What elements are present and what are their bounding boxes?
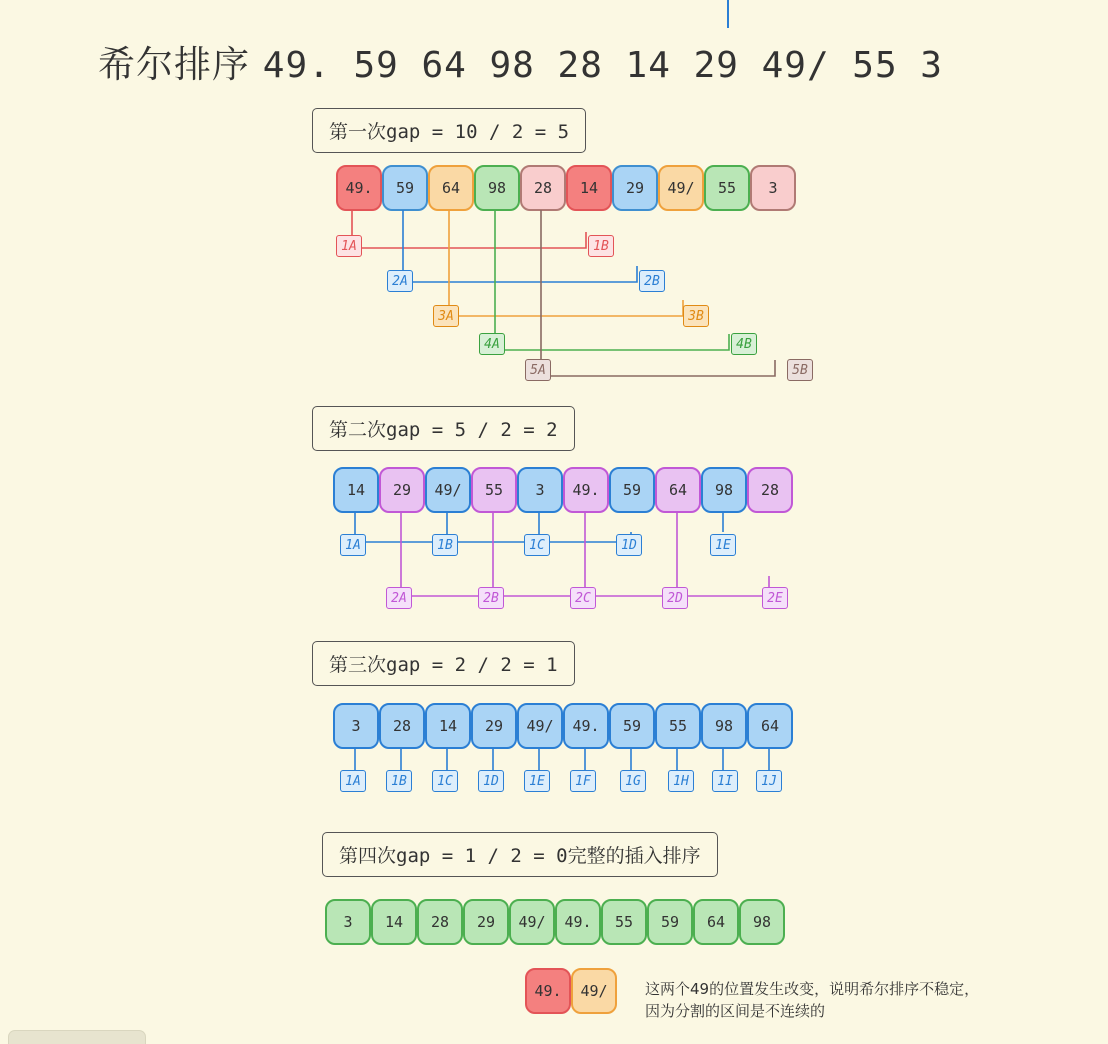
connector-tag: 1A xyxy=(340,770,366,792)
array-cell: 14 xyxy=(566,165,612,211)
array-cell: 98 xyxy=(474,165,520,211)
connector-tag: 1F xyxy=(570,770,596,792)
array-cell: 14 xyxy=(425,703,471,749)
connector-tag: 1C xyxy=(432,770,458,792)
array-cell: 64 xyxy=(655,467,701,513)
array-cell: 64 xyxy=(428,165,474,211)
instability-note-line-2: 因为分割的区间是不连续的 xyxy=(645,1002,826,1020)
connector-tag: 4B xyxy=(731,333,757,355)
connector-tag: 2B xyxy=(639,270,665,292)
array-cell: 49. xyxy=(563,467,609,513)
gap-label-pass-2 xyxy=(312,406,575,451)
connector-tag: 2E xyxy=(762,587,788,609)
gap-label-pass-1-cn: 第一次 xyxy=(329,121,387,143)
gap-label-pass-1 xyxy=(312,108,586,153)
array-cell: 49. xyxy=(336,165,382,211)
array-cell: 64 xyxy=(693,899,739,945)
gap-label-pass-2-cn: 第二次 xyxy=(329,419,387,441)
page-title xyxy=(98,34,943,88)
array-cell: 3 xyxy=(750,165,796,211)
connector-tag: 5A xyxy=(525,359,551,381)
connector-tag: 3B xyxy=(683,305,709,327)
gap-label-pass-3-cn: 第三次 xyxy=(329,654,387,676)
array-cell: 3 xyxy=(517,467,563,513)
gap-label-pass-4-cn2: 完整的插入排序 xyxy=(567,845,701,867)
connector-tag: 2D xyxy=(662,587,688,609)
array-cell: 49/ xyxy=(517,703,563,749)
array-cell: 55 xyxy=(655,703,701,749)
gap-label-pass-3-mono: gap = 2 / 2 = 1 xyxy=(386,654,558,676)
array-cell: 28 xyxy=(747,467,793,513)
array-cell: 49. xyxy=(563,703,609,749)
gap-label-pass-4-cn: 第四次 xyxy=(339,845,397,867)
connector-tag: 2B xyxy=(478,587,504,609)
connector-tag: 1H xyxy=(668,770,694,792)
array-cell: 59 xyxy=(382,165,428,211)
array-cell: 29 xyxy=(463,899,509,945)
array-cell: 29 xyxy=(471,703,517,749)
text-cursor xyxy=(727,0,729,28)
connector-tag: 1A xyxy=(340,534,366,556)
array-cell: 28 xyxy=(417,899,463,945)
connector-tag: 1B xyxy=(432,534,458,556)
gap-label-pass-4 xyxy=(322,832,718,877)
array-cell: 3 xyxy=(325,899,371,945)
footer-cell: 49. xyxy=(525,968,571,1014)
array-cell: 64 xyxy=(747,703,793,749)
array-cell: 55 xyxy=(704,165,750,211)
array-cell: 29 xyxy=(379,467,425,513)
array-cell: 49/ xyxy=(425,467,471,513)
connector-tag: 3A xyxy=(433,305,459,327)
array-cell: 29 xyxy=(612,165,658,211)
connector-tag: 4A xyxy=(479,333,505,355)
array-cell: 98 xyxy=(701,703,747,749)
array-cell: 14 xyxy=(333,467,379,513)
instability-note-line-1: 这两个49的位置发生改变，说明希尔排序不稳定， xyxy=(645,980,980,998)
connector-tag: 1B xyxy=(588,235,614,257)
page-title-sequence: 49. 59 64 98 28 14 29 49/ 55 3 xyxy=(262,45,943,86)
instability-note xyxy=(645,978,979,1022)
array-cell: 59 xyxy=(609,467,655,513)
array-cell: 59 xyxy=(647,899,693,945)
gap-label-pass-1-mono: gap = 10 / 2 = 5 xyxy=(386,121,570,143)
footer-cell: 49/ xyxy=(571,968,617,1014)
connector-tag: 1D xyxy=(478,770,504,792)
array-cell: 98 xyxy=(701,467,747,513)
connector-tag: 1E xyxy=(710,534,736,556)
array-cell: 28 xyxy=(379,703,425,749)
connector-tag: 1E xyxy=(524,770,550,792)
array-cell: 28 xyxy=(520,165,566,211)
array-cell: 55 xyxy=(601,899,647,945)
connector-tag: 1I xyxy=(712,770,738,792)
connector-tag: 1A xyxy=(336,235,362,257)
array-cell: 49/ xyxy=(509,899,555,945)
array-cell: 14 xyxy=(371,899,417,945)
pass-2-connector-lines xyxy=(330,512,830,652)
array-cell: 55 xyxy=(471,467,517,513)
connector-tag: 1D xyxy=(616,534,642,556)
connector-tag: 5B xyxy=(787,359,813,381)
connector-tag: 2A xyxy=(386,587,412,609)
page-title-cn: 希尔排序 xyxy=(98,43,250,86)
array-cell: 49/ xyxy=(658,165,704,211)
connector-tag: 1G xyxy=(620,770,646,792)
array-cell: 3 xyxy=(333,703,379,749)
array-cell: 98 xyxy=(739,899,785,945)
gap-label-pass-4-mono: gap = 1 / 2 = 0 xyxy=(396,845,568,867)
gap-label-pass-3 xyxy=(312,641,575,686)
array-cell: 49. xyxy=(555,899,601,945)
array-cell: 59 xyxy=(609,703,655,749)
connector-tag: 2C xyxy=(570,587,596,609)
scroll-nub[interactable] xyxy=(8,1030,146,1044)
connector-tag: 1J xyxy=(756,770,782,792)
connector-tag: 1C xyxy=(524,534,550,556)
connector-tag: 2A xyxy=(387,270,413,292)
connector-tag: 1B xyxy=(386,770,412,792)
gap-label-pass-2-mono: gap = 5 / 2 = 2 xyxy=(386,419,558,441)
